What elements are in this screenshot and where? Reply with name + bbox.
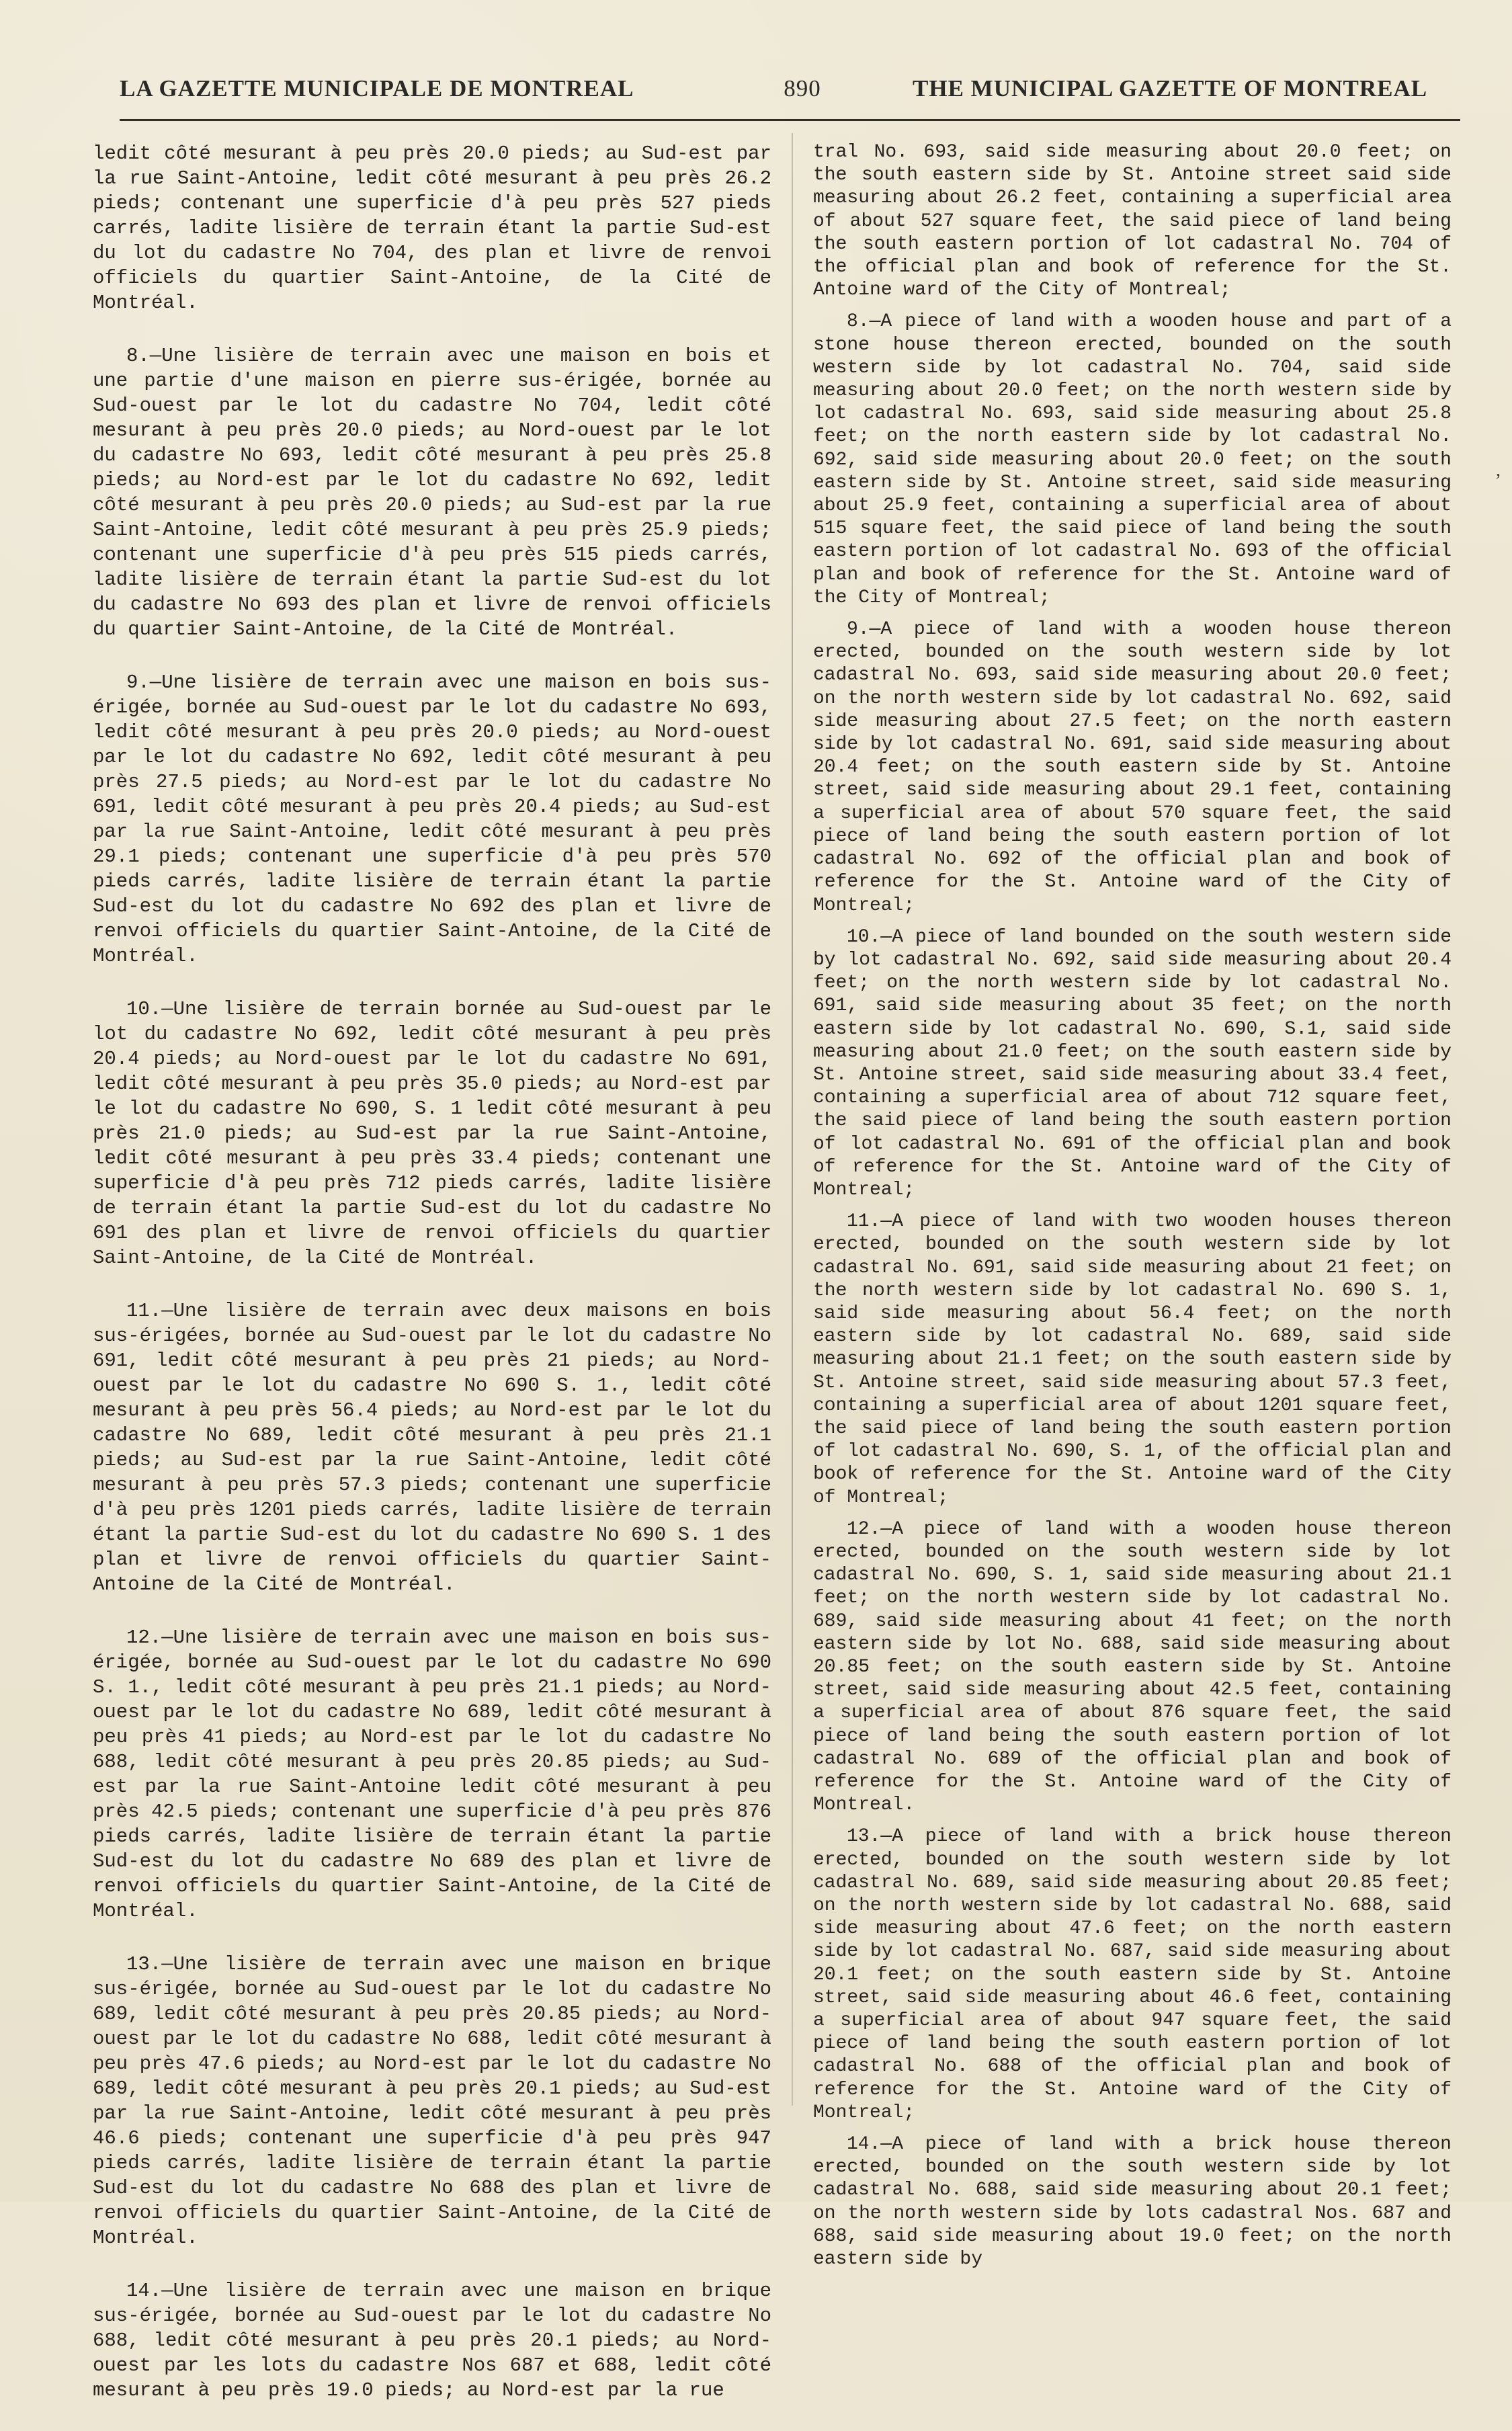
english-gazette-title: THE MUNICIPAL GAZETTE OF MONTREAL (913, 75, 1428, 101)
margin-comma-mark: , (1496, 460, 1501, 481)
page-number: 890 (784, 75, 821, 101)
english-paragraph-7-end: tral No. 693, said side measuring about 20.0 feet; on the south eastern side by St. Antoine street said side measuring about 26.2 feet, containing a superficial area of about 527 square feet, the said piece of land being the south eastern portion of lot cadastral No. 704 of the official plan and book of reference for the St. Antoine ward of the City of Montreal; (813, 142, 1452, 301)
english-paragraph-11: 11.—A piece of land with two wooden houses thereon erected, bounded on the south western side by lot cadastral No. 691, said side measuring about 21 feet; on the north western side by lot cadastral No. 690 S. 1, said side measuring about 56.4 feet; on the north eastern side by lot cadastral No. 689, said side measuring about 21.1 feet; on the south eastern side by St. Antoine street, said side measuring about 57.3 feet, containing a superficial area of about 1201 square feet, the said piece of land being the south eastern portion of lot cadastral No. 690, S. 1, of the official plan and book of reference for the St. Antoine ward of the City of Montreal; (813, 1211, 1452, 1508)
english-paragraph-12: 12.—A piece of land with a wooden house thereon erected, bounded on the south western side by lot cadastral No. 690, S. 1, said side measuring about 21.1 feet; on the north western side by lot cadastral No. 689, said side measuring about 41 feet; on the north eastern side by lot No. 688, said side measuring about 20.85 feet; on the south eastern side by St. Antoine street, said side measuring about 42.5 feet, containing a superficial area of about 876 square feet, the said piece of land being the south eastern portion of lot cadastral No. 689 of the official plan and book of reference for the St. Antoine ward of the City of Montreal. (813, 1518, 1452, 1816)
french-paragraph-10: 10.—Une lisière de terrain bornée au Sud-ouest par le lot du cadastre No 692, ledit côté mesurant à peu près 20.4 pieds; au Nord-ouest par le lot du cadastre No 691, ledit côté mesurant à peu près 35.0 pieds; au Nord-est par le lot du cadastre No 690, S. 1 ledit côté mesurant à peu près 21.0 pieds; au Sud-est par la rue Saint-Antoine, ledit côté mesurant à peu près 33.4 pieds; contenant une superficie d'à peu près 712 pieds carrés, ladite lisière de terrain étant la partie Sud-est du lot du cadastre No 691 des plan et livre de renvoi officiels du quartier Saint-Antoine, de la Cité de Montréal. (93, 998, 771, 1269)
french-gazette-title: LA GAZETTE MUNICIPALE DE MONTREAL (120, 75, 634, 101)
column-divider (792, 133, 793, 2106)
english-paragraph-14: 14.—A piece of land with a brick house thereon erected, bounded on the south western side by lot cadastral No. 688, said side measuring about 20.1 feet; on the north western side by lots cadastral Nos. 687 and 688, said side measuring about 19.0 feet; on the north eastern side by (813, 2134, 1452, 2270)
french-paragraph-7-end: ledit côté mesurant à peu près 20.0 pieds; au Sud-est par la rue Saint-Antoine, ledit côté mesurant à peu près 26.2 pieds; contenant une superficie d'à peu près 527 pieds carrés, ladite lisière de terrain étant la partie Sud-est du lot du cadastre No 704, des plan et livre de renvoi officiels du quartier Saint-Antoine, de la Cité de Montréal. (93, 142, 771, 314)
page-header (0, 75, 1512, 116)
french-paragraph-14: 14.—Une lisière de terrain avec une maison en brique sus-érigée, bornée au Sud-ouest par le lot du cadastre No 688, ledit côté mesurant à peu près 20.1 pieds; au Nord-ouest par les lots du cadastre Nos 687 et 688, ledit côté mesurant à peu près 19.0 pieds; au Nord-est par la rue (93, 2280, 771, 2401)
french-paragraph-8: 8.—Une lisière de terrain avec une maison en bois et une partie d'une maison en pierre sus-érigée, bornée au Sud-ouest par le lot du cadastre No 704, ledit côté mesurant à peu près 20.0 pieds; au Nord-ouest par le lot du cadastre No 693, ledit côté mesurant à peu près 25.8 pieds; au Nord-est par le lot du cadastre No 692, ledit côté mesurant à peu près 20.0 pieds; au Sud-est par la rue Saint-Antoine, ledit côté mesurant à peu près 25.9 pieds; contenant une superficie d'à peu près 515 pieds carrés, ladite lisière de terrain étant la partie Sud-est du lot du cadastre No 693 des plan et livre de renvoi officiels du quartier Saint-Antoine, de la Cité de Montréal. (93, 345, 771, 641)
french-paragraph-11: 11.—Une lisière de terrain avec deux maisons en bois sus-érigées, bornée au Sud-ouest par le lot du cadastre No 691, ledit côté mesurant à peu près 21 pieds; au Nord-ouest par le lot du cadastre No 690 S. 1., ledit côté mesurant à peu près 56.4 pieds; au Nord-est par le lot du cadastre No 689, ledit côté mesurant à peu près 21.1 pieds; au Sud-est par la rue Saint-Antoine, ledit côté mesurant à peu près 57.3 pieds; contenant une superficie d'à peu près 1201 pieds carrés, ladite lisière de terrain étant la partie Sud-est du lot du cadastre No 690 S. 1 des plan et livre de renvoi officiels du quartier Saint-Antoine de la Cité de Montréal. (93, 1300, 771, 1596)
french-paragraph-13: 13.—Une lisière de terrain avec une maison en brique sus-érigée, bornée au Sud-ouest par le lot du cadastre No 689, ledit côté mesurant à peu près 20.85 pieds; au Nord-ouest par le lot du cadastre No 688, ledit côté mesurant à peu près 47.6 pieds; au Nord-est par le lot du cadastre No 689, ledit côté mesurant à peu près 20.1 pieds; au Sud-est par la rue Saint-Antoine, ledit côté mesurant à peu près 46.6 pieds; contenant une superficie d'à peu près 947 pieds carrés, ladite lisière de terrain étant la partie Sud-est du lot du cadastre No 688 des plan et livre de renvoi officiels du quartier Saint-Antoine, de la Cité de Montréal. (93, 1953, 771, 2249)
english-paragraph-10: 10.—A piece of land bounded on the south western side by lot cadastral No. 692, said side measuring about 20.4 feet; on the north western side by lot cadastral No. 691, said side measuring about 35 feet; on the north eastern side by lot cadastral No. 690, S.1, said side measuring about 21.0 feet; on the south eastern side by St. Antoine street, said side measuring about 33.4 feet, containing a superficial area of about 712 square feet, the said piece of land being the south eastern portion of lot cadastral No. 691 of the official plan and book of reference for the St. Antoine ward of the City of Montreal; (813, 926, 1452, 1200)
french-text-column (93, 141, 771, 2431)
header-rule (120, 119, 1460, 121)
english-text-column (813, 141, 1452, 2280)
english-paragraph-8: 8.—A piece of land with a wooden house and part of a stone house thereon erected, bounded on the south western side by lot cadastral No. 704, said side measuring about 20.0 feet; on the north western side by lot cadastral No. 693, said side measuring about 25.8 feet; on the north eastern side by lot cadastral No. 692, said side measuring about 20.0 feet; on the south eastern side by St. Antoine street, said side measuring about 25.9 feet, containing a superficial area of about 515 square feet, the said piece of land being the south eastern portion of lot cadastral No. 693 of the official plan and book of reference for the St. Antoine ward of the City of Montreal; (813, 311, 1452, 608)
french-paragraph-12: 12.—Une lisière de terrain avec une maison en bois sus-érigée, bornée au Sud-ouest par le lot du cadastre No 690 S. 1., ledit côté mesurant à peu près 21.1 pieds; au Nord-ouest par le lot du cadastre No 689, ledit côté mesurant à peu près 41 pieds; au Nord-est par le lot du cadastre No 688, ledit côté mesurant à peu près 20.85 pieds; au Sud-est par la rue Saint-Antoine ledit côté mesurant à peu près 42.5 pieds; contenant une superficie d'à peu près 876 pieds carrés, ladite lisière de terrain étant la partie Sud-est du lot du cadastre No 689 des plan et livre de renvoi officiels du quartier Saint-Antoine, de la Cité de Montréal. (93, 1626, 771, 1922)
english-paragraph-13: 13.—A piece of land with a brick house thereon erected, bounded on the south western side by lot cadastral No. 689, said side measuring about 20.85 feet; on the north western side by lot cadastral No. 688, said side measuring about 47.6 feet; on the north eastern side by lot cadastral No. 687, said side measuring about 20.1 feet; on the south eastern side by St. Antoine street, said side measuring about 46.6 feet, containing a superficial area of about 947 square feet, the said piece of land being the south eastern portion of lot cadastral No. 688 of the official plan and book of reference for the St. Antoine ward of the City of Montreal; (813, 1826, 1452, 2123)
english-paragraph-9: 9.—A piece of land with a wooden house thereon erected, bounded on the south western side by lot cadastral No. 693, said side measuring about 20.0 feet; on the north western side by lot cadastral No. 692, said side measuring about 27.5 feet; on the north eastern side by lot cadastral No. 691, said side measuring about 20.4 feet; on the south eastern side by St. Antoine street, said side measuring about 29.1 feet, containing a superficial area of about 570 square feet, the said piece of land being the south eastern portion of lot cadastral No. 692 of the official plan and book of reference for the St. Antoine ward of the City of Montreal; (813, 619, 1452, 916)
french-paragraph-9: 9.—Une lisière de terrain avec une maison en bois sus-érigée, bornée au Sud-ouest par le lot du cadastre No 693, ledit côté mesurant à peu près 20.0 pieds; au Nord-ouest par le lot du cadastre No 692, ledit côté mesurant à peu près 27.5 pieds; au Nord-est par le lot du cadastre No 691, ledit côté mesurant à peu près 20.4 pieds; au Sud-est par la rue Saint-Antoine, ledit côté mesurant à peu près 29.1 pieds; contenant une superficie d'à peu près 570 pieds carrés, ladite lisière de terrain étant la partie Sud-est du lot du cadastre No 692 des plan et livre de renvoi officiels du quartier Saint-Antoine, de la Cité de Montréal. (93, 671, 771, 967)
